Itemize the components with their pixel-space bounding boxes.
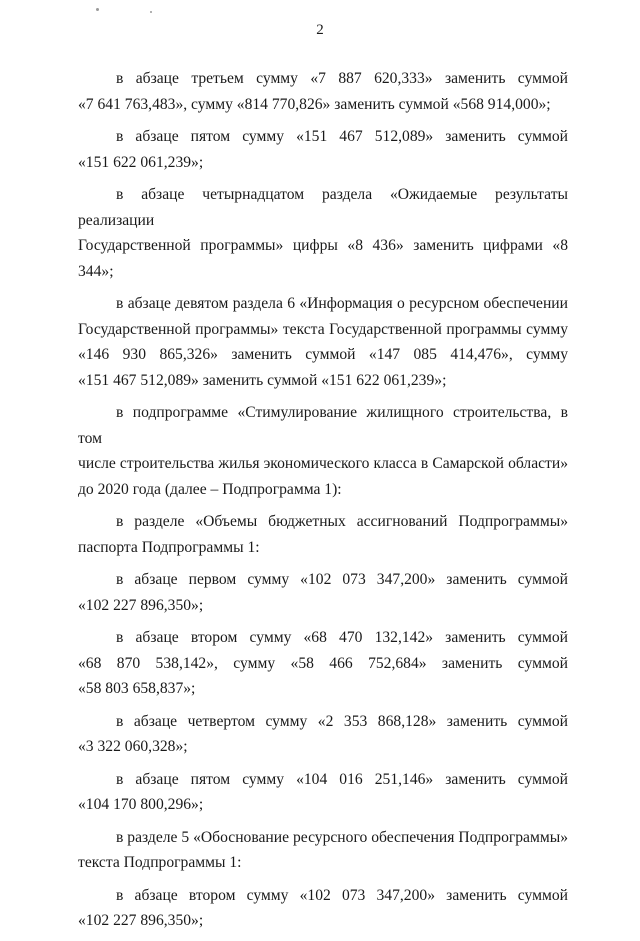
paragraph [78,767,568,818]
text-line: «68 870 538,142», сумму «58 466 752,684» заменить суммой [78,654,568,672]
text-line: в абзаце четвертом сумму «2 353 868,128» заменить суммой [116,712,568,730]
paragraph [78,883,568,934]
paragraph [78,400,568,502]
scan-speck [96,8,99,11]
text-line: «3 322 060,328»; [78,738,188,755]
text-line: «151 467 512,089» заменить суммой «151 622 061,239»; [78,371,447,389]
paragraph [78,825,568,876]
text-line: в абзаце первом сумму «102 073 347,200» заменить суммой [116,571,568,588]
text-line: в разделе «Объемы бюджетных ассигнований Подпрограммы» [116,513,568,530]
text-line: в абзаце третьем сумму «7 887 620,333» заменить суммой [116,70,568,87]
paragraph [78,567,568,618]
paragraph [78,509,568,560]
paragraph [78,709,568,760]
text-line: текста Подпрограммы 1: [78,854,242,871]
scan-speck [150,11,152,13]
text-line: в абзаце четырнадцатом раздела «Ожидаемые результаты реализации [78,186,568,229]
text-line: «58 803 658,837»; [78,680,196,697]
paragraph [78,291,568,393]
document-body [78,66,568,941]
paragraph [78,66,568,117]
text-line: в абзаце втором сумму «102 073 347,200» заменить суммой [116,886,568,904]
text-line: «102 227 896,350»; [78,596,204,614]
paragraph [78,124,568,175]
text-line: «104 170 800,296»; [78,796,204,813]
text-line: в абзаце девятом раздела 6 «Информация о ресурсном обеспечении [116,295,568,312]
text-line: Государственной программы» цифры «8 436» заменить цифрами «8 344»; [78,237,568,280]
text-line: в абзаце втором сумму «68 470 132,142» заменить суммой [116,629,568,646]
text-line: паспорта Подпрограммы 1: [78,538,260,556]
text-line: в абзаце пятом сумму «104 016 251,146» заменить суммой [116,770,568,788]
page-number: 2 [316,22,324,38]
paragraph [78,182,568,284]
text-line: в абзаце пятом сумму «151 467 512,089» заменить суммой [116,128,568,145]
text-line: «7 641 763,483», сумму «814 770,826» заменить суммой «568 914,000»; [78,95,551,113]
text-line: в разделе 5 «Обоснование ресурсного обеспечения Подпрограммы» [116,828,568,846]
text-line: числе строительства жилья экономического класса в Самарской области» [78,455,568,472]
text-line: в подпрограмме «Стимулирование жилищного строительства, в том [78,404,568,447]
text-line: «102 227 896,350»; [78,912,204,929]
text-line: до 2020 года (далее – Подпрограмма 1): [78,480,342,498]
text-line: «151 622 061,239»; [78,153,204,171]
text-line: Государственной программы» текста Государственной программы сумму [78,320,568,338]
text-line: «146 930 865,326» заменить суммой «147 085 414,476», сумму [78,346,568,363]
paragraph [78,625,568,702]
